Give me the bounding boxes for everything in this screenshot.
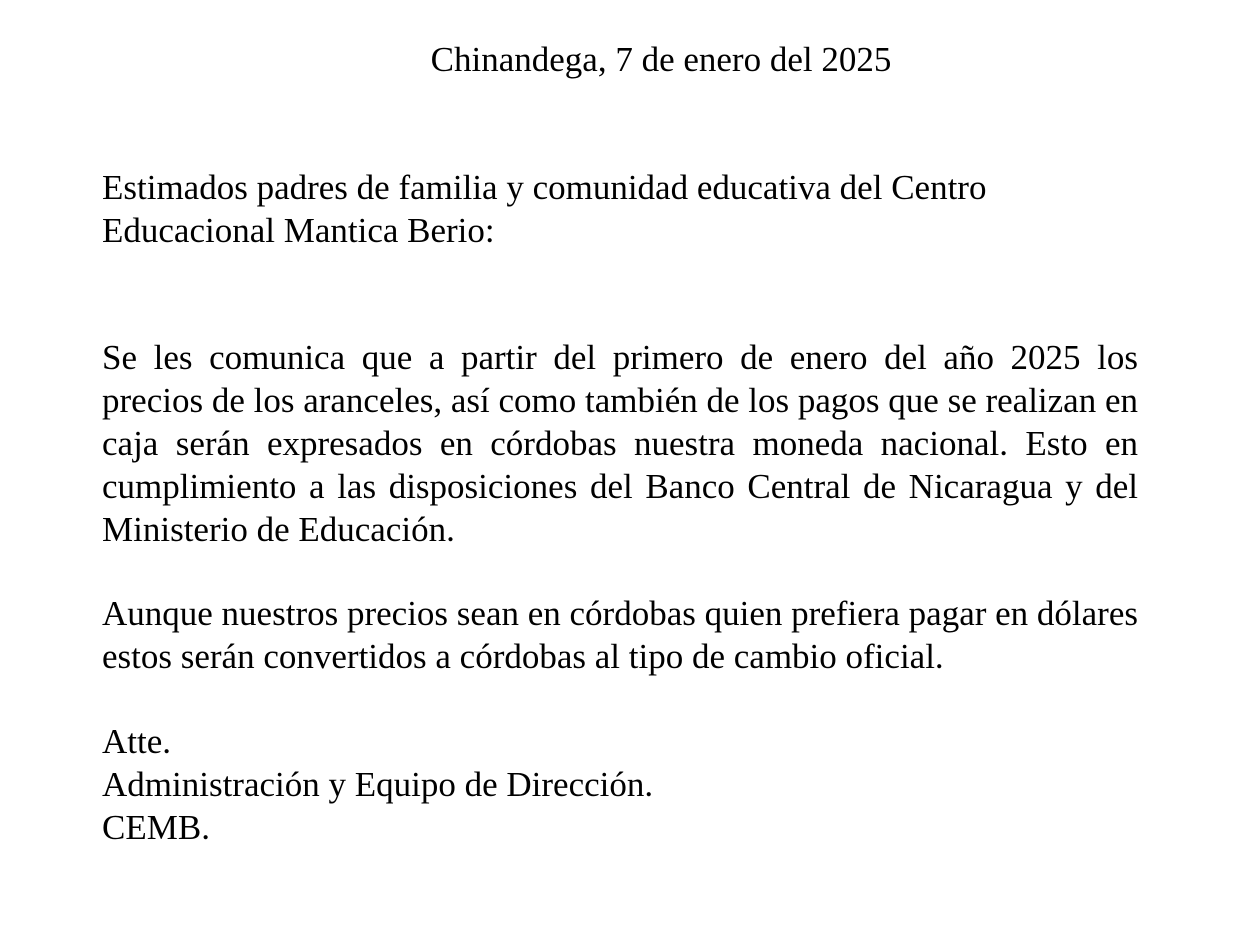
organization-abbreviation: CEMB. — [102, 808, 210, 847]
closing: Atte. — [102, 722, 172, 761]
body-paragraph-1: Se les comunica que a partir del primero de enero del año 2025 los precios de los aranceles, así como también de los pagos que se realizan en caja serán expresados en córdobas nuestra moneda nacional. Esto en cumplimiento a las disposiciones del Banco Central de Nicaragua y del Ministerio de Educación. — [102, 338, 1139, 549]
salutation: Estimados padres de familia y comunidad educativa del Centro Educacional Mantica Berio: — [102, 168, 987, 250]
place-date: Chinandega, 7 de enero del 2025 — [430, 40, 892, 79]
signatory: Administración y Equipo de Dirección. — [102, 765, 654, 804]
signature-block — [102, 720, 1138, 849]
body-paragraph-2: Aunque nuestros precios sean en córdobas quien prefiera pagar en dólares estos serán convertidos a córdobas al tipo de cambio oficial. — [102, 594, 1138, 676]
